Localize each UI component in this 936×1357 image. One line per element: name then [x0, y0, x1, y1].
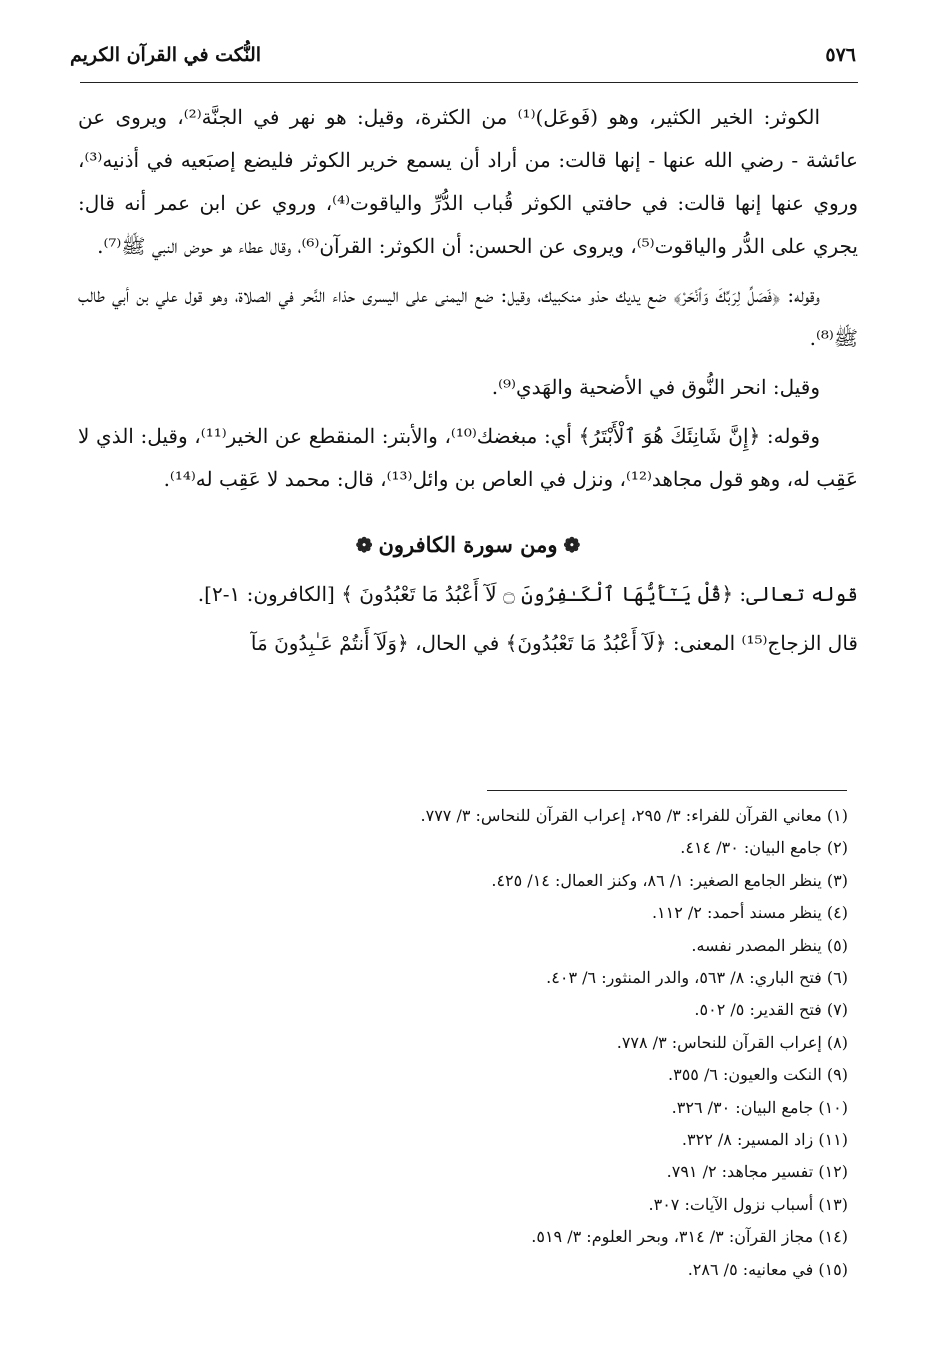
footnote: (٣) ينظر الجامع الصغير: ١/ ٨٦، وكنز العمال: ١٤/ ٤٢٥. [491, 870, 848, 890]
footnote: (٨) إعراب القرآن للنحاس: ٣/ ٧٧٨. [616, 1032, 848, 1052]
surah-heading [78, 523, 858, 567]
footnote: (٦) فتح الباري: ٨/ ٥٦٣، والدر المنثور: ٦/ ٤٠٣. [546, 968, 848, 988]
footnote: (١٠) جامع البيان: ٣٠/ ٣٢٦. [671, 1097, 848, 1117]
footnote: (٤) ينظر مسند أحمد: ٢/ ١١٢. [651, 903, 848, 923]
book-title: النُّكت في القرآن الكريم [70, 44, 262, 66]
footnote: (١١) زاد المسير: ٨/ ٣٢٢. [681, 1130, 848, 1150]
page-number: ٥٧٦ [825, 44, 856, 66]
paragraph-zajjaj: قال الزجاج⁽¹⁵⁾ المعنى: ﴿لَآ أَعْبُدُ مَا تَعْبُدُونَ﴾ في الحال، ﴿وَلَآ أَنتُمْ عَـٰبِدُونَ مَآ [250, 631, 858, 655]
ornament-right-icon: ❁ [563, 533, 581, 557]
footnote: (١٤) مجاز القرآن: ٣/ ٣١٤، وبحر العلوم: ٣/ ٥١٩. [531, 1227, 848, 1247]
paragraph-abtar: وقوله: ﴿إِنَّ شَانِئَكَ هُوَ ٱلْأَبْتَرُ﴾ أي: مبغضك⁽¹⁰⁾، والأبتر: المنقطع عن الخير⁽¹¹⁾، وقيل: الذي لا عَقِب له، وهو قول مجاهد⁽¹²⁾، ونزل في العاص بن وائل⁽¹³⁾، قال: محمد لا عَقِب له⁽¹⁴⁾. [78, 424, 858, 491]
paragraph-kafirun-verse: قوله تعالى: ﴿قُلْ يَـٰٓأَيُّهَا ٱلْكَـٰفِرُونَ ۝ لَآ أَعْبُدُ مَا تَعْبُدُونَ ﴾ [الكافرون: ١-٢]. [197, 582, 858, 606]
main-text [78, 96, 858, 671]
header-rule [80, 82, 858, 83]
footnote: (٩) النكت والعيون: ٦/ ٣٥٥. [668, 1065, 848, 1085]
footnote: (١٣) أسباب نزول الآيات: ٣٠٧. [648, 1194, 848, 1214]
footnote: (٧) فتح القدير: ٥/ ٥٠٢. [694, 1000, 848, 1020]
footnote: (٥) ينظر المصدر نفسه. [691, 935, 848, 955]
footnotes [328, 800, 848, 1286]
paragraph-fasalli: وقوله: ﴿فَصَلِّ لِرَبِّكَ وَٱنْحَرْ﴾ ضع يديك حذو منكبيك، وقيل: ضع اليمنى على اليسرى حذاء النَّحر في الصلاة، وهو قول علي بن أبي طالب ﷺ⁽⁸⁾. [78, 283, 858, 350]
footnote: (٢) جامع البيان: ٣٠/ ٤١٤. [680, 838, 848, 858]
footnote: (١٥) في معانيه: ٥/ ٢٨٦. [687, 1259, 848, 1279]
footnote-rule [487, 790, 847, 791]
footnote: (١٢) تفسير مجاهد: ٢/ ٧٩١. [666, 1162, 848, 1182]
paragraph-nahr: وقيل: انحر النُّوق في الأضحية والهَدي⁽⁹⁾. [491, 375, 820, 399]
surah-heading-text: ومن سورة الكافرون [378, 532, 558, 557]
paragraph-kawthar: الكوثر: الخير الكثير، وهو (فَوعَل)⁽¹⁾ من الكثرة، وقيل: هو نهر في الجنَّة⁽²⁾، ويروى عن عائشة - رضي الله عنها - إنها قالت: من أراد أن يسمع خرير الكوثر فليضع إصبَعيه في أذنيه⁽³⁾، وروي عنها إنها قالت: في حافتي الكوثر قُباب الدُّرِّ والياقوت⁽⁴⁾، وروي عن ابن عمر أنه قال: يجري على الدُّر والياقوت⁽⁵⁾، ويروى عن الحسن: أن الكوثر: القرآن⁽⁶⁾، وقال عطاء هو حوض النبي ﷺ⁽⁷⁾. [78, 105, 858, 258]
footnote: (١) معاني القرآن للفراء: ٣/ ٢٩٥، إعراب القرآن للنحاس: ٣/ ٧٧٧. [420, 806, 848, 825]
ornament-left-icon: ❁ [355, 533, 373, 557]
